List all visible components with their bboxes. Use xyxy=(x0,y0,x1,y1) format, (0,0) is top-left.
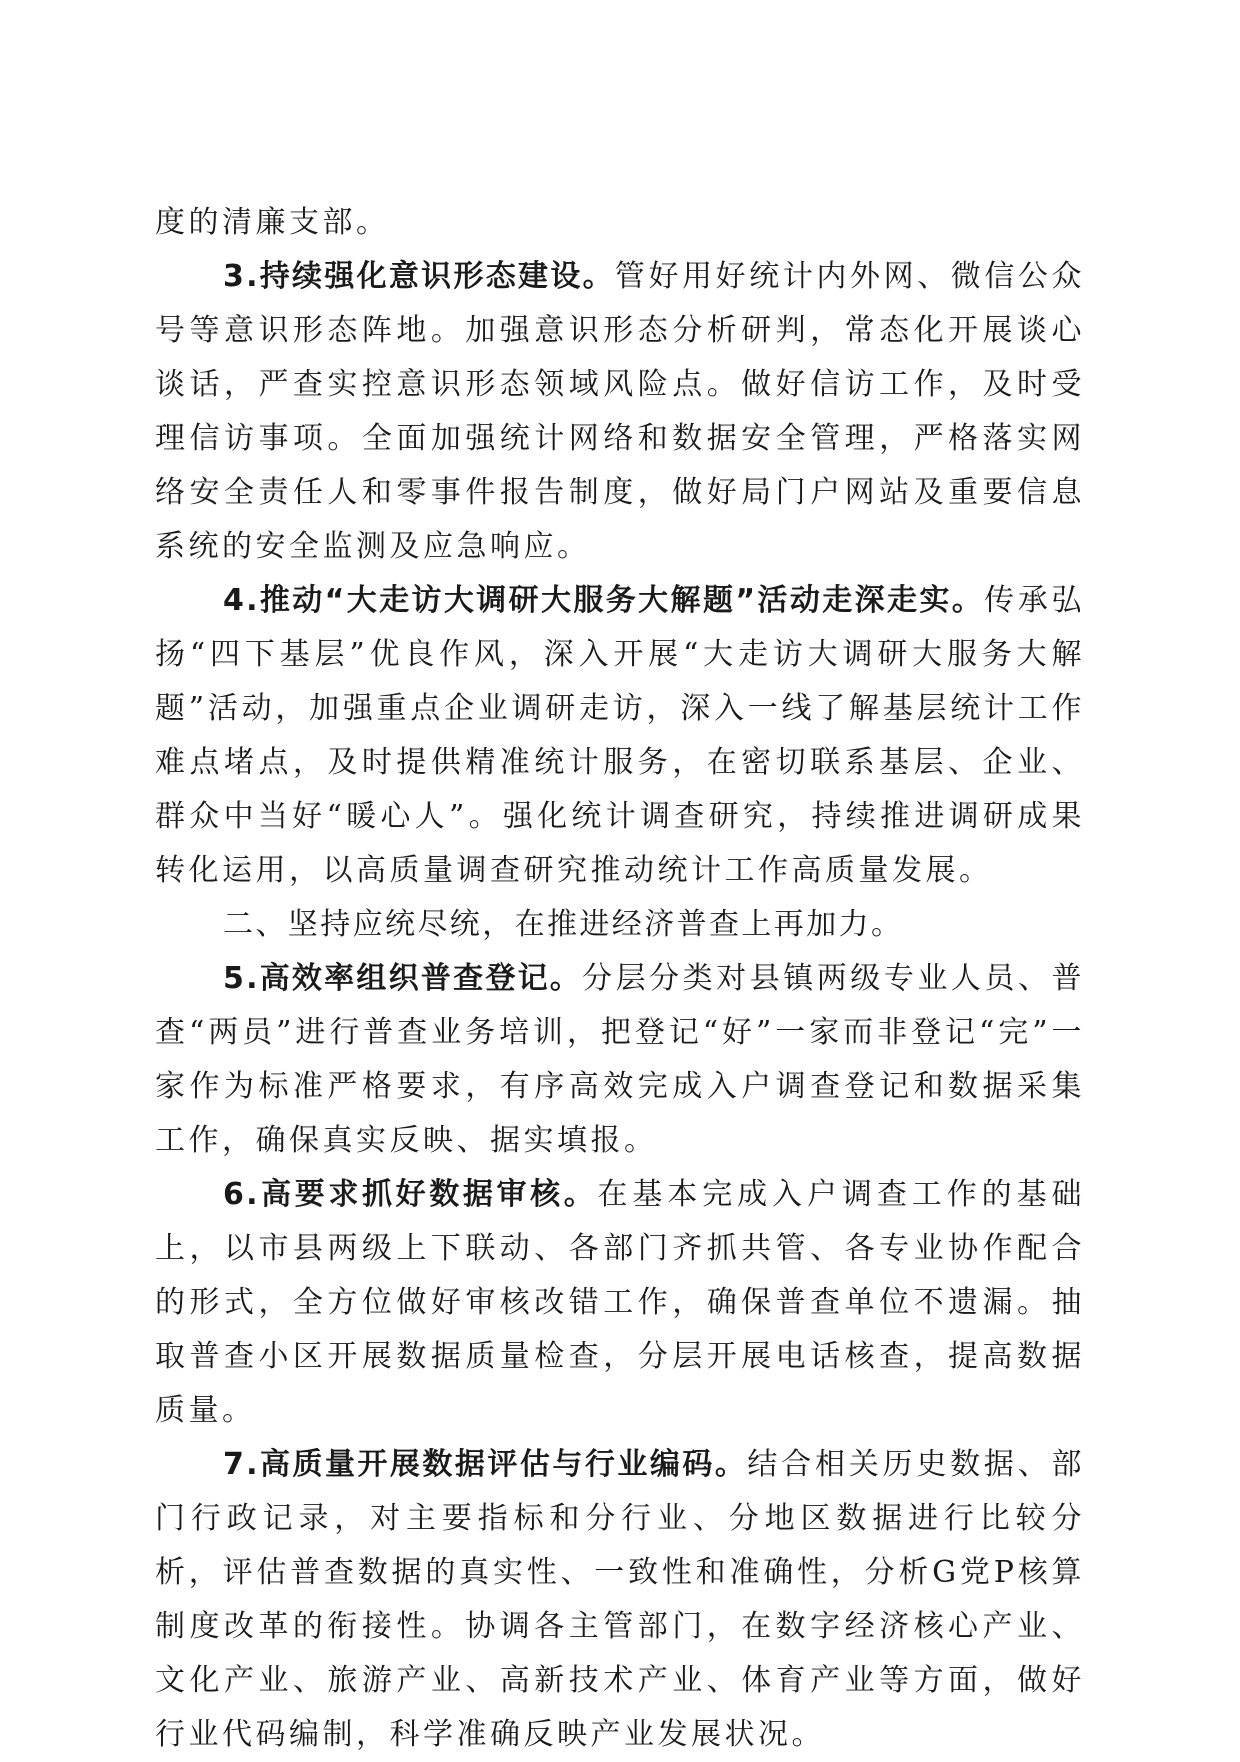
document-body xyxy=(155,196,1085,1762)
paragraph-text: 分层分类对县镇两级专业人员、普查“两员”进行普查业务培训，把登记“好”一家而非登记“完”一家作为标准严格要求，有序高效完成入户调查登记和数据采集工作，确保真实反映、据实填报。 xyxy=(155,961,1086,1158)
section-heading-text: 二、坚持应统尽统，在推进经济普查上再加力。 xyxy=(223,907,904,942)
paragraph-item-7 xyxy=(155,1438,1085,1762)
paragraph-item-4 xyxy=(155,574,1085,898)
paragraph-lead: 7.高质量开展数据评估与行业编码。 xyxy=(223,1447,748,1482)
paragraph-item-3 xyxy=(155,250,1085,574)
paragraph-item-6 xyxy=(155,1168,1085,1438)
paragraph-lead: 6.高要求抓好数据审核。 xyxy=(223,1177,598,1212)
paragraph-lead: 5.高效率组织普查登记。 xyxy=(223,961,583,996)
paragraph-lead: 3.持续强化意识形态建设。 xyxy=(223,259,615,294)
paragraph-item-5 xyxy=(155,952,1085,1168)
paragraph-text: 传承弘扬“四下基层”优良作风，深入开展“大走访大调研大服务大解题”活动，加强重点企业调研走访，深入一线了解基层统计工作难点堵点，及时提供精准统计服务，在密切联系基层、企业、群众中当好“暖心人”。强化统计调查研究，持续推进调研成果转化运用，以高质量调查研究推动统计工作高质量发展。 xyxy=(155,583,1085,888)
paragraph-text: 管好用好统计内外网、微信公众号等意识形态阵地。加强意识形态分析研判，常态化开展谈心谈话，严查实控意识形态领域风险点。做好信访工作，及时受理信访事项。全面加强统计网络和数据安全管理，严格落实网络安全责任人和零事件报告制度，做好局门户网站及重要信息系统的安全监测及应急响应。 xyxy=(155,259,1085,564)
section-heading-2 xyxy=(155,898,1085,952)
paragraph-text: 结合相关历史数据、部门行政记录，对主要指标和分行业、分地区数据进行比较分析，评估普查数据的真实性、一致性和准确性，分析G党P核算制度改革的衔接性。协调各主管部门，在数字经济核心产业、文化产业、旅游产业、高新技术产业、体育产业等方面，做好行业代码编制，科学准确反映产业发展状况。 xyxy=(155,1447,1086,1752)
paragraph-text: 在基本完成入户调查工作的基础上，以市县两级上下联动、各部门齐抓共管、各专业协作配合的形式，全方位做好审核改错工作，确保普查单位不遗漏。抽取普查小区开展数据质量检查，分层开展电话核查，提高数据质量。 xyxy=(155,1177,1086,1428)
paragraph-continued xyxy=(155,196,1085,250)
paragraph-lead: 4.推动“大走访大调研大服务大解题”活动走深走实。 xyxy=(223,583,985,618)
paragraph-text: 度的清廉支部。 xyxy=(155,205,390,240)
